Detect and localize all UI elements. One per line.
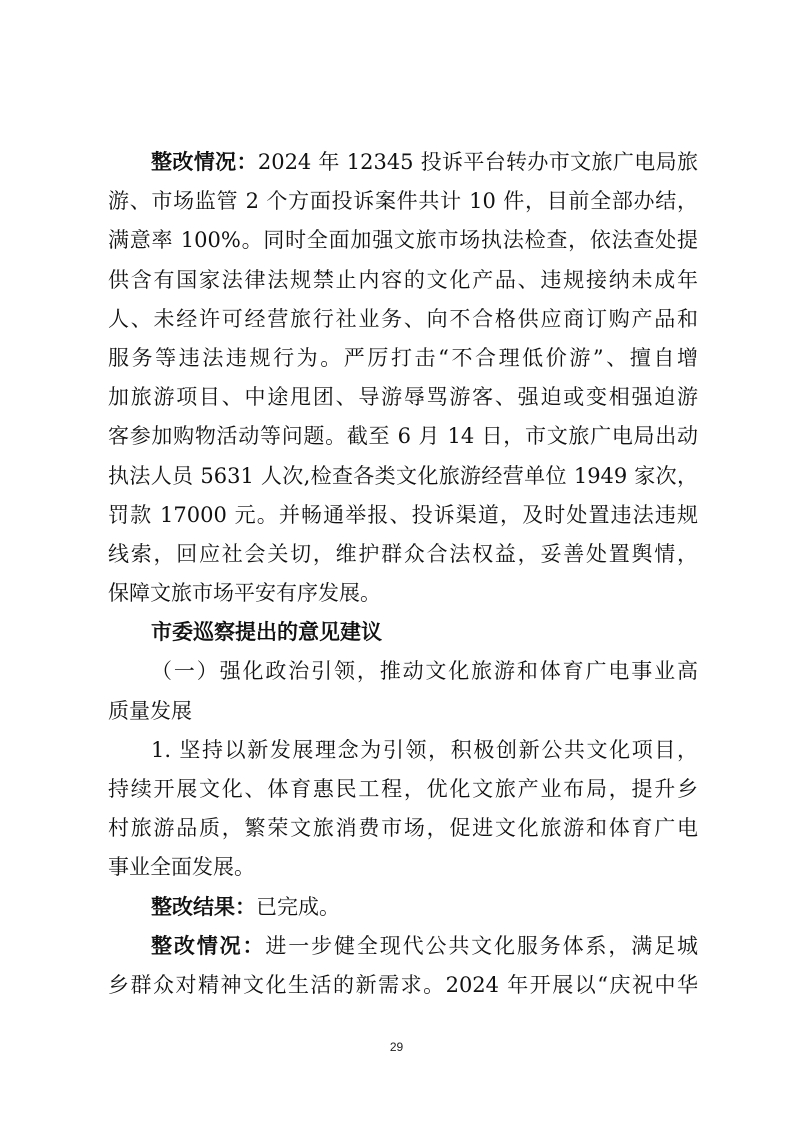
text-line bbox=[108, 143, 698, 182]
line-text: 2024 年 12345 投诉平台转办市文旅广电局旅 bbox=[257, 150, 698, 174]
text-line: 乡群众对精神文化生活的新需求。2024 年开展以“庆祝中华 bbox=[108, 972, 698, 997]
text-line: 事业全面发展。 bbox=[108, 855, 255, 880]
text-line: 1. 坚持以新发展理念为引领，积极创新公共文化项目， bbox=[151, 737, 698, 762]
text-line: （一）强化政治引领，推动文化旅游和体育广电事业高 bbox=[151, 659, 698, 684]
section-heading: 市委巡察提出的意见建议 bbox=[151, 620, 382, 645]
text-line: 村旅游品质，繁荣文旅消费市场，促进文化旅游和体育广电 bbox=[108, 816, 698, 841]
section-label: 整改结果： bbox=[151, 894, 256, 919]
text-line: 人、未经许可经营旅行社业务、向不合格供应商订购产品和 bbox=[108, 306, 698, 331]
page-number: 29 bbox=[389, 1040, 404, 1054]
text-line: 罚款 17000 元。并畅通举报、投诉渠道，及时处置违法违规 bbox=[108, 502, 698, 527]
section-label: 整改情况： bbox=[151, 933, 266, 958]
line-text: 已完成。 bbox=[256, 894, 340, 919]
text-line: 客参加购物活动等问题。截至 6 月 14 日，市文旅广电局出动 bbox=[108, 424, 698, 449]
text-line: 加旅游项目、中途甩团、导游辱骂游客、强迫或变相强迫游 bbox=[108, 385, 698, 410]
text-line: 持续开展文化、体育惠民工程，优化文旅产业布局，提升乡 bbox=[108, 777, 698, 801]
body-text bbox=[108, 143, 698, 1005]
text-line: 供含有国家法律法规禁止内容的文化产品、违规接纳未成年 bbox=[108, 267, 698, 292]
section-label: 整改情况： bbox=[151, 150, 258, 174]
text-line: 线索，回应社会关切，维护群众合法权益，妥善处置舆情， bbox=[108, 541, 698, 566]
text-line: 执法人员 5631 人次,检查各类文化旅游经营单位 1949 家次， bbox=[108, 463, 698, 488]
text-line: 满意率 100%。同时全面加强文旅市场执法检查，依法查处提 bbox=[108, 228, 698, 253]
line-text: 进一步健全现代公共文化服务体系，满足城 bbox=[265, 933, 699, 958]
text-line bbox=[108, 888, 698, 927]
text-line: 服务等违法违规行为。严厉打击“不合理低价游”、擅自增 bbox=[108, 345, 698, 370]
text-line: 质量发展 bbox=[108, 698, 192, 723]
text-line bbox=[108, 927, 698, 966]
text-line: 游、市场监管 2 个方面投诉案件共计 10 件，目前全部办结， bbox=[108, 189, 698, 214]
text-line: 保障文旅市场平安有序发展。 bbox=[108, 581, 381, 606]
